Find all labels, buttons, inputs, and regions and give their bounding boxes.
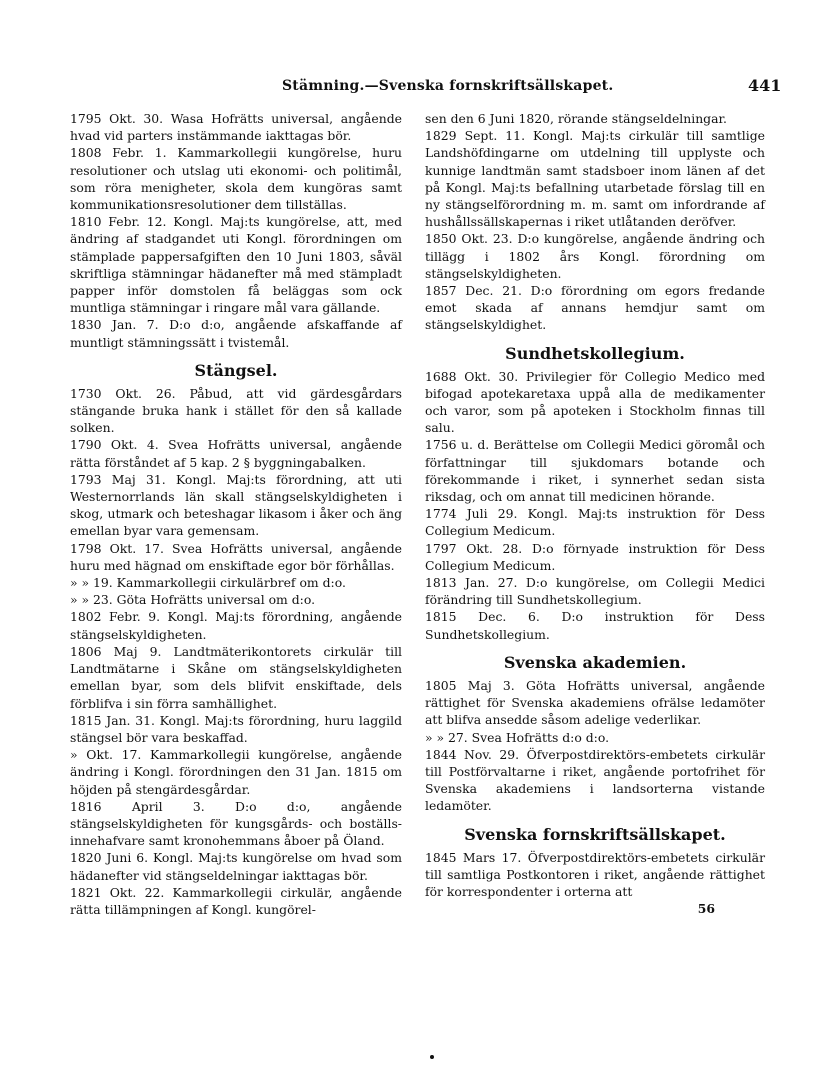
entry: » » 27. Svea Hofrätts d:o d:o. [425, 729, 610, 745]
section-heading-sundhetskollegium: Sundhetskollegium. [505, 343, 685, 363]
section-heading-stangsel: Stängsel. [194, 360, 278, 380]
page-number: 441 [748, 76, 782, 95]
entry: 1806 Maj 9. Landtmäterikontorets cirkulär till Landtmätarne i Skåne om stängselskyldigheten emellan byar, som dels blifvit enskiftade, dels förblifva i sin förra samhällighet. [70, 643, 402, 711]
entry: 1774 Juli 29. Kongl. Maj:ts instruktion för Dess Collegium Medicum. [425, 506, 765, 539]
entry: 1790 Okt. 4. Svea Hofrätts universal, angående rätta förståndet af 5 kap. 2 § byggningabalken. [70, 437, 402, 470]
entry: 1805 Maj 3. Göta Hofrätts universal, angående rättighet för Svenska akademiens ofrälse ledamöter att blifva ansedde såsom adelige vederlikar. [425, 677, 765, 728]
entry: » Okt. 17. Kammarkollegii kungörelse, angående ändring i Kongl. förordningen den 31 Jan. 1815 om höjden på stengärdesgårdar. [70, 747, 402, 797]
entry: 1845 Mars 17. Öfverpostdirektörs-embetets cirkulär till samtliga Postkontoren i riket, angående rättighet för korrespondenter i orterna att [425, 849, 765, 899]
entry: 1798 Okt. 17. Svea Hofrätts universal, angående huru med hägnad om enskiftade egor bör förhållas. [70, 540, 402, 573]
entry: 1730 Okt. 26. Påbud, att vid gärdesgårdars stängande bruka hank i stället för den så kallade solken. [70, 385, 402, 436]
entry: 1793 Maj 31. Kongl. Maj:ts förordning, att uti Westernorrlands län skall stängselskyldigheten i skog, utmark och beteshagar likasom i åker och äng emellan byar vara gemensam. [70, 471, 402, 539]
left-column [70, 110, 402, 918]
entry: 1815 Jan. 31. Kongl. Maj:ts förordning, huru laggild stängsel bör vara beskaffad. [70, 712, 402, 745]
entry: 1816 April 3. D:o d:o, angående stängselskyldigheten för kungsgårds- och boställs-innehafvare samt kronohemmans åboer på Öland. [70, 798, 402, 849]
entry: » » 19. Kammarkollegii cirkulärbref om d:o. [70, 575, 346, 591]
signature-mark: 56 [697, 901, 715, 917]
entry: sen den 6 Juni 1820, rörande stängseldelningar. [425, 111, 727, 126]
section-heading-svenska-akademien: Svenska akademien. [503, 652, 687, 672]
entry: 1830 Jan. 7. D:o d:o, angående afskaffande af muntligt stämningssätt i tvistemål. [70, 317, 402, 350]
entry: 1688 Okt. 30. Privilegier för Collegio Medico med bifogad apotekaretaxa uppå alla de medikamenter och varor, som på apoteken i Stockholm finnas till salu. [425, 368, 765, 436]
entry: 1844 Nov. 29. Öfverpostdirektörs-embetets cirkulär till Postförvaltarne i riket, angående portofrihet för Svenska akademiens i landsorterna vistande ledamöter. [425, 746, 765, 814]
section-heading-fornskriftsallskapet: Svenska fornskriftsällskapet. [464, 824, 726, 844]
entry: 1756 u. d. Berättelse om Collegii Medici göromål och författningar till sjukdomars botande och förekommande i riket, i synnerhet sedan sista riksdag, och om annat till medicinen hörande. [425, 437, 765, 505]
entry: 1829 Sept. 11. Kongl. Maj:ts cirkulär till samtlige Landshöfdingarne om utdelning till upplyste och kunnige landtmän samt stadsboer inom länen af det på Kongl. Maj:ts befallning utarbetade förslag till en ny stängselförordning m. m. samt om infordrande af hushållssällskapernas i riket utlåtanden deröfver. [425, 128, 765, 230]
ink-dot [430, 1055, 434, 1059]
entry: 1815 Dec. 6. D:o instruktion för Dess Sundhetskollegium. [425, 609, 765, 642]
entry: 1808 Febr. 1. Kammarkollegii kungörelse, huru resolutioner och utslag uti ekonomi- och politimål, som röra menigheter, skola dem kungöras samt kommunikationsresolutioner dem tillställas. [70, 145, 402, 213]
entry: 1850 Okt. 23. D:o kungörelse, angående ändring och tillägg i 1802 års Kongl. förordning om stängselskyldigheten. [425, 231, 765, 281]
entry: 1821 Okt. 22. Kammarkollegii cirkulär, angående rätta tillämpningen af Kongl. kungörel- [70, 884, 402, 917]
entry: 1797 Okt. 28. D:o förnyade instruktion för Dess Collegium Medicum. [425, 540, 765, 573]
entry: 1820 Juni 6. Kongl. Maj:ts kungörelse om hvad som hädanefter vid stängseldelningar iakttagas bör. [70, 850, 402, 883]
right-column [425, 110, 765, 917]
entry: 1802 Febr. 9. Kongl. Maj:ts förordning, angående stängselskyldigheten. [70, 609, 402, 642]
entry: 1857 Dec. 21. D:o förordning om egors fredande emot skada af annans hemdjur samt om stängselskyldighet. [425, 283, 765, 333]
entry: » » 23. Göta Hofrätts universal om d:o. [70, 592, 316, 608]
entry: 1810 Febr. 12. Kongl. Maj:ts kungörelse, att, med ändring af stadgandet uti Kongl. förordningen om stämplade pappersafgiften den 10 Juni 1803, såväl skriftliga stämningar hädanefter må med stämpladt papper inför domstolen få beläggas som ock muntliga stämningar i ringare mål vara gällande. [70, 214, 402, 316]
entry: 1795 Okt. 30. Wasa Hofrätts universal, angående hvad vid parters instämmande iakttagas bör. [70, 111, 402, 144]
running-title: Stämning.—Svenska fornskriftsällskapet. [282, 78, 614, 94]
entry: 1813 Jan. 27. D:o kungörelse, om Collegii Medici förändring till Sundhetskollegium. [425, 575, 765, 608]
